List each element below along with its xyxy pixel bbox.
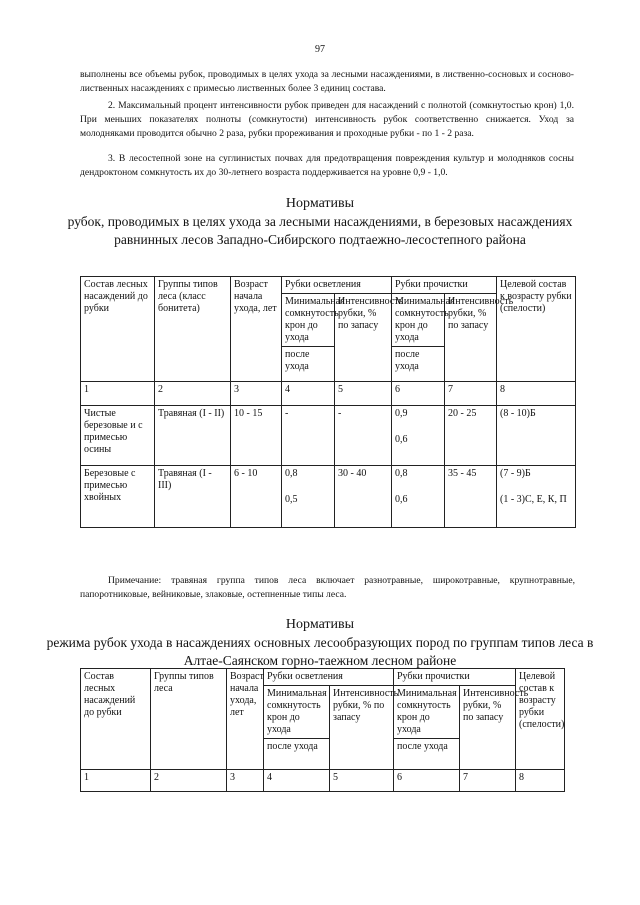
header-cl-intensity: Интенсивность рубки, % по запасу: [335, 294, 392, 382]
header-clarification: Рубки осветления: [282, 277, 392, 294]
header-cu-intensity: Интенсивность рубки, % по запасу: [460, 686, 516, 770]
col-number: 8: [497, 382, 576, 406]
cl-density-before: 0,8: [285, 468, 298, 479]
col-number: 6: [394, 770, 460, 792]
header-target: Целевой состав к возрасту рубки (спелости): [516, 669, 565, 770]
header-clarification: Рубки осветления: [264, 669, 394, 686]
col-number: 7: [445, 382, 497, 406]
header-composition: Состав лесных насаждений до рубки: [81, 277, 155, 382]
header-cleaning: Рубки прочистки: [394, 669, 516, 686]
cu-density-after: 0,6: [395, 494, 408, 505]
paragraph-3: 3. В лесостепной зоне на суглинистых почвах для предотвращения повреждения культур и молодняков сосны дендроктоном сомкнутость их до 30-летнего возраста поддерживается на уровне 0,9 - 1,0.: [80, 153, 574, 178]
number-row: [81, 382, 576, 406]
col-number: 8: [516, 770, 565, 792]
header-age: Возраст начала ухода, лет: [227, 669, 264, 770]
target-main: (8 - 10)Б: [500, 408, 536, 419]
col-number: 1: [81, 770, 151, 792]
col-number: 5: [330, 770, 394, 792]
target-main: (7 - 9)Б: [500, 468, 531, 479]
header-cu-after: после ухода: [392, 347, 445, 382]
header-forest-types: Группы типов леса (класс бонитета): [155, 277, 231, 382]
paragraph-2: 2. Максимальный процент интенсивности рубок приведен для насаждений с полнотой (сомкнутостью крон) 1,0. При меньших показателях полноты (сомкнутости) интенсивность рубок соответственно снижается. Уход за молодняками проводится обычно 2 раза, рубки прореживания и проходные рубки - по 1 - 2 раза.: [80, 100, 574, 139]
row-cu-density: [392, 466, 445, 528]
table2: [80, 668, 565, 792]
header-cu-after: после ухода: [394, 739, 460, 770]
col-number: 5: [335, 382, 392, 406]
row-forest-type: Травяная (I - II): [155, 406, 231, 466]
header-cl-after: после ухода: [264, 739, 330, 770]
header-cl-min-density: Минимальная сомкнутость крон до ухода: [264, 686, 330, 739]
col-number: 7: [460, 770, 516, 792]
header-cu-min-density: Минимальная сомкнутость крон до ухода: [394, 686, 460, 739]
header-cu-intensity: Интенсивность рубки, % по запасу: [445, 294, 497, 382]
row-cu-intensity: 20 - 25: [445, 406, 497, 466]
col-number: 6: [392, 382, 445, 406]
col-number: 4: [282, 382, 335, 406]
paragraph-continuation: выполнены все объемы рубок, проводимых в целях ухода за лесными насаждениями, в лиственно-сосновых и сосново-лиственных насаждениях с примесью лиственных более 3 единиц состава.: [80, 69, 574, 94]
header-cleaning: Рубки прочистки: [392, 277, 497, 294]
table2-subtitle: режима рубок ухода в насаждениях основных лесообразующих пород по группам типов леса в Алтае-Саянском горно-таежном лесном районе: [46, 635, 594, 668]
cu-density-before: 0,9: [395, 408, 408, 419]
col-number: 4: [264, 770, 330, 792]
row-target: [497, 406, 576, 466]
row-cu-intensity: 35 - 45: [445, 466, 497, 528]
row-age: 6 - 10: [231, 466, 282, 528]
row-cl-density: [282, 466, 335, 528]
header-cl-intensity: Интенсивность рубки, % по запасу: [330, 686, 394, 770]
cu-density-after: 0,6: [395, 434, 408, 445]
header-age: Возраст начала ухода, лет: [231, 277, 282, 382]
row-age: 10 - 15: [231, 406, 282, 466]
number-row: [81, 770, 565, 792]
col-number: 2: [151, 770, 227, 792]
col-number: 3: [231, 382, 282, 406]
row-cu-density: [392, 406, 445, 466]
row-cl-intensity: -: [335, 406, 392, 466]
header-composition: Состав лесных насаждений до рубки: [81, 669, 151, 770]
header-cl-min-density: Минимальная сомкнутость крон до ухода: [282, 294, 335, 347]
row-forest-type: Травяная (I - III): [155, 466, 231, 528]
cu-density-before: 0,8: [395, 468, 408, 479]
col-number: 1: [81, 382, 155, 406]
cl-density-after: 0,5: [285, 494, 298, 505]
header-forest-types: Группы типов леса: [151, 669, 227, 770]
header-target: Целевой состав к возрасту рубки (спелости): [497, 277, 576, 382]
col-number: 3: [227, 770, 264, 792]
row-cl-intensity: 30 - 40: [335, 466, 392, 528]
row-target: [497, 466, 576, 528]
table1: [80, 276, 576, 528]
table-row: [81, 406, 576, 466]
header-cl-after: после ухода: [282, 347, 335, 382]
row-composition: Березовые с примесью хвойных: [81, 466, 155, 528]
table1-subtitle: рубок, проводимых в целях ухода за лесными насаждениями, в березовых насаждениях равнинных лесов Западно-Сибирского подтаежно-лесостепного района: [67, 214, 573, 247]
row-composition: Чистые березовые и с примесью осины: [81, 406, 155, 466]
table1-heading: Нормативы: [285, 196, 355, 211]
page-number: 97: [315, 44, 325, 55]
target-extra: (1 - 3)С, Е, К, П: [500, 494, 567, 505]
cl-density-before: -: [285, 408, 289, 419]
col-number: 2: [155, 382, 231, 406]
table1-note: Примечание: травяная группа типов леса включает разнотравные, широкотравные, крупнотравные, папоротниковые, вейниковые, злаковые, остепненные типы леса.: [80, 575, 575, 600]
row-cl-density: [282, 406, 335, 466]
header-cu-min-density: Минимальная сомкнутость крон до ухода: [392, 294, 445, 347]
table2-heading: Нормативы: [285, 617, 355, 632]
table-row: [81, 466, 576, 528]
